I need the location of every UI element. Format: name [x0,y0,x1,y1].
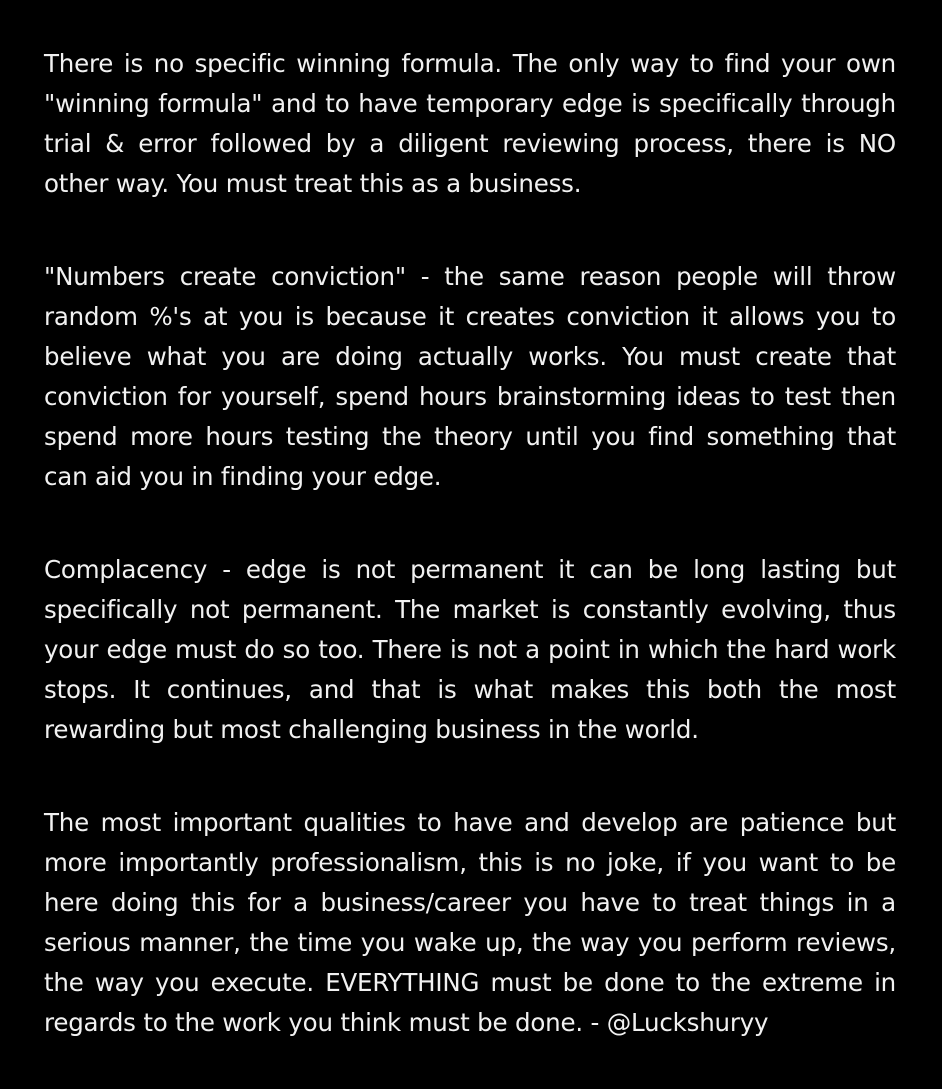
paragraph-complacency: Complacency - edge is not permanent it can be long lasting but specifically not permanent. The market is constantly evolving, thus your edge must do so too. There is not a point in which the hard work stops. It continues, and that is what makes this both the most rewarding but most challenging business in the world. [44,555,896,744]
paragraph-important-qualities: The most important qualities to have and develop are patience but more importantly professionalism, this is no joke, if you want to be here doing this for a business/career you have to treat things in a serious manner, the time you wake up, the way you perform reviews, the way you execute. EVERYTHING must be done to the extreme in regards to the work you think must be done. - @Luckshuryy [44,808,896,1037]
paragraph-winning-formula: There is no specific winning formula. The only way to find your own "winning formula" and to have temporary edge is specifically through trial & error followed by a diligent reviewing process, there is NO other way. You must treat this as a business. [44,49,896,198]
document-body [44,44,896,1043]
paragraph-numbers-create-conviction: "Numbers create conviction" - the same reason people will throw random %'s at you is because it creates conviction it allows you to believe what you are doing actually works. You must create that conviction for yourself, spend hours brainstorming ideas to test then spend more hours testing the theory until you find something that can aid you in finding your edge. [44,262,896,491]
